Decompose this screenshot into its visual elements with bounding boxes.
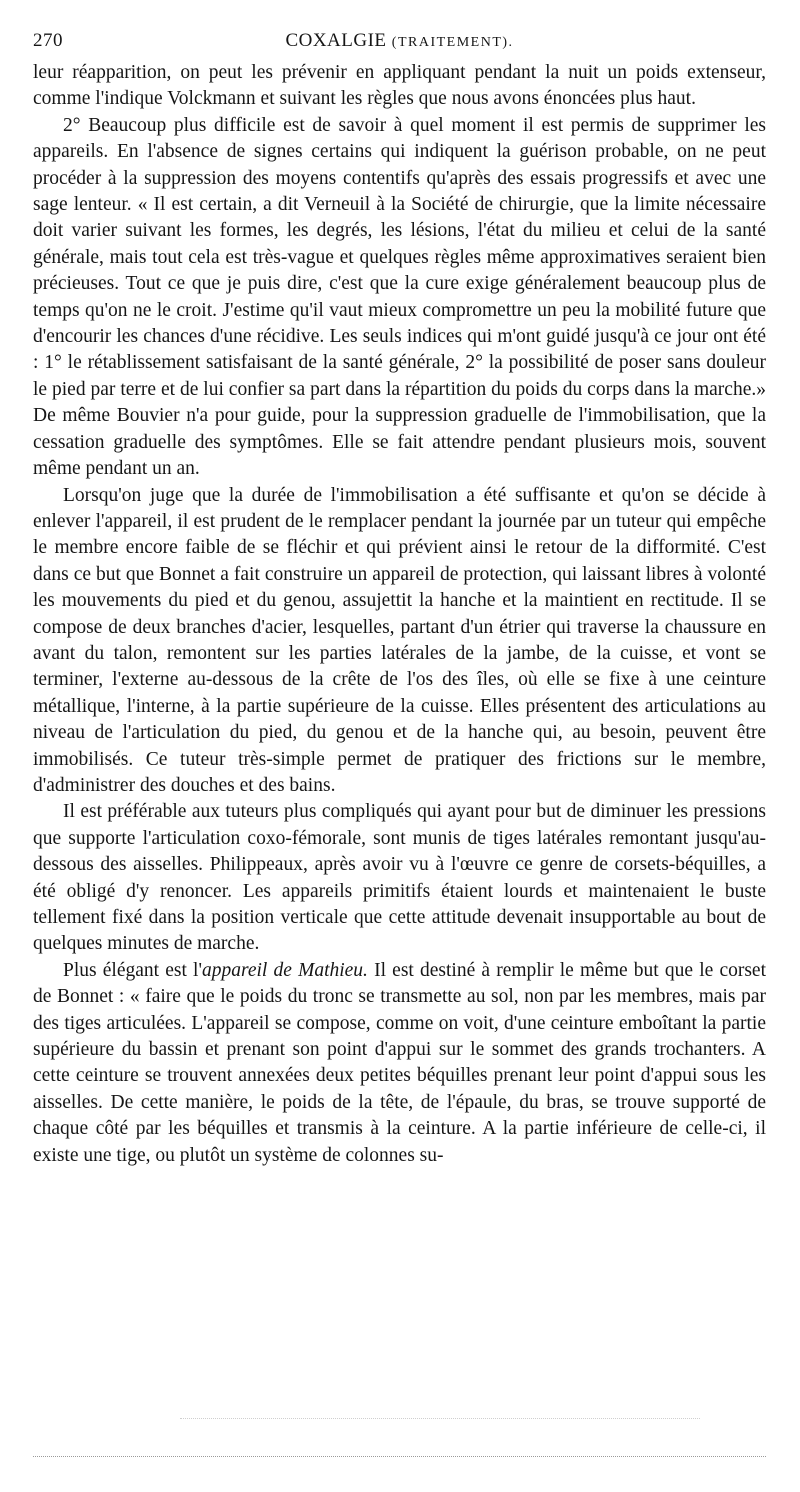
paragraph-4: Il est préférable aux tuteurs plus compliqués qui ayant pour but de diminuer les pressions que supporte l'articulation coxo-fémorale, sont munis de tiges latérales remontant jusqu'au-dessous des aisselles. Philippeaux, après avoir vu à l'œuvre ce genre de corsets-béquilles, a été obligé d'y renoncer. Les appareils primitifs étaient lourds et maintenaient le buste tellement fixé dans la position verticale que cette attitude devenait insupportable au bout de quelques minutes de marche. <box>33 801 766 955</box>
page-number: 270 <box>33 30 63 51</box>
body-text <box>33 60 766 1169</box>
paragraph-1: leur réapparition, on peut les prévenir en appliquant pendant la nuit un poids extenseur, comme l'indique Volckmann et suivant les règles que nous avons énoncées plus haut. <box>33 62 766 110</box>
running-subtitle: (TRAITEMENT). <box>391 35 514 50</box>
running-title: COXALGIE <box>285 30 387 51</box>
paragraph-5-italic: appareil de Mathieu. <box>201 959 368 981</box>
paragraph-5-rest: Il est destiné à remplir le même but que le corset de Bonnet : « faire que le poids du tronc se transmette au sol, non par les membres, mais par des tiges articulées. L'appareil se compose, comme on voit, d'une ceinture emboîtant la partie supérieure du bassin et prenant son point d'appui sur le sommet des grands trochanters. A cette ceinture se trouvent annexées deux petites béquilles prenant leur point d'appui sous les aisselles. De cette manière, le poids de la tête, de l'épaule, du bras, se trouve supporté de chaque côté par les béquilles et transmis à la ceinture. A la partie inférieure de celle-ci, il existe une tige, ou plutôt un système de colonnes su- <box>33 959 767 1166</box>
paragraph-5 <box>33 958 766 1169</box>
paragraph-5-start: Plus élégant est l' <box>63 959 202 981</box>
scan-dotted-line-lower <box>33 1456 766 1457</box>
paragraph-2: 2° Beaucoup plus difficile est de savoir à quel moment il est permis de supprimer les appareils. En l'absence de signes certains qui indiquent la guérison probable, on ne peut procéder à la suppression des moyens contentifs qu'après des essais progressifs et avec une sage lenteur. « Il est certain, a dit Verneuil à la Société de chirurgie, que la limite nécessaire doit varier suivant les formes, les degrés, les lésions, l'état du milieu et celui de la santé générale, mais tout cela est très-vague et quelques règles même approximatives seraient bien précieuses. Tout ce que je puis dire, c'est que la cure exige généralement beaucoup plus de temps qu'on ne le croit. J'estime qu'il vaut mieux compromettre un peu la mobilité future que d'encourir les chances d'une récidive. Les seuls indices qui m'ont guidé jusqu'à ce jour ont été : 1° le rétablissement satisfaisant de la santé générale, 2° la possibilité de poser sans douleur le pied par terre et de lui confier sa part dans la répartition du poids du corps dans la marche.» De même Bouvier n'a pour guide, pour la suppression graduelle de l'immobilisation, que la cessation graduelle des symptômes. Elle se fait attendre pendant plusieurs mois, souvent même pendant un an. <box>33 114 766 480</box>
book-page <box>33 30 766 1169</box>
running-head <box>33 30 766 52</box>
scan-dotted-line-upper <box>180 1418 700 1419</box>
page-header <box>33 30 766 60</box>
paragraph-3: Lorsqu'on juge que la durée de l'immobilisation a été suffisante et qu'on se décide à enlever l'appareil, il est prudent de le remplacer pendant la journée par un tuteur qui empêche le membre encore faible de se fléchir et qui prévient ainsi le retour de la difformité. C'est dans ce but que Bonnet a fait construire un appareil de protection, qui laissant libres à volonté les mouvements du pied et du genou, assujettit la hanche et la maintient en rectitude. Il se compose de deux branches d'acier, lesquelles, partant d'un étrier qui traverse la chaussure en avant du talon, remontent sur les parties latérales de la jambe, de la cuisse, et vont se terminer, l'externe au-dessous de la crête de l'os des îles, où elle se fixe à une ceinture métallique, l'interne, à la partie supérieure de la cuisse. Elles présentent des articulations au niveau de l'articulation du pied, du genou et de la hanche qui, au besoin, peuvent être immobilisés. Ce tuteur très-simple permet de pratiquer des frictions sur le membre, d'administrer des douches et des bains. <box>33 484 766 796</box>
